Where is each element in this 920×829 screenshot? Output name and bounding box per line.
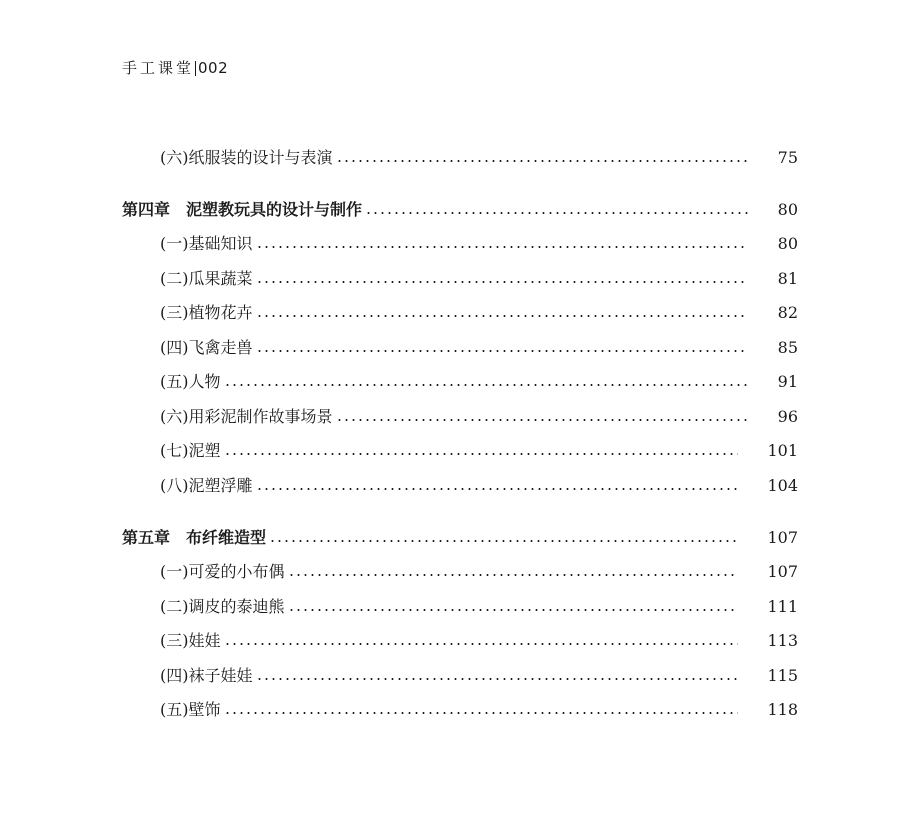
toc-entry-title: (四)袜子娃娃: [160, 666, 253, 685]
dot-leader: [256, 246, 749, 248]
toc-entry-page: 107: [767, 562, 798, 581]
dot-leader: [224, 453, 739, 455]
toc-entry[interactable]: [0, 264, 920, 294]
toc-entry-title: (五)壁饰: [160, 700, 221, 719]
dot-leader: [336, 419, 749, 421]
toc-entry[interactable]: [0, 229, 920, 259]
dot-leader: [256, 315, 749, 317]
dot-leader: [336, 160, 749, 162]
toc-entry-page: 107: [767, 528, 798, 547]
toc-entry[interactable]: [0, 143, 920, 173]
toc-entry-page: 104: [767, 476, 798, 495]
toc-entry-page: 91: [777, 372, 798, 391]
toc-entry[interactable]: [0, 557, 920, 587]
dot-leader: [224, 712, 739, 714]
toc-entry[interactable]: [0, 626, 920, 656]
toc-entry-page: 101: [767, 441, 798, 460]
toc-chapter-entry[interactable]: [0, 523, 920, 553]
page-number: 002: [198, 59, 229, 77]
dot-leader: [269, 540, 738, 542]
toc-entry-title: (七)泥塑: [160, 441, 221, 460]
toc-entry-page: 80: [777, 200, 798, 219]
dot-leader: [256, 488, 739, 490]
toc-entry[interactable]: [0, 436, 920, 466]
toc-entry-page: 80: [777, 234, 798, 253]
toc-entry-title: (四)飞禽走兽: [160, 338, 253, 357]
toc-entry[interactable]: [0, 592, 920, 622]
dot-leader: [288, 609, 739, 611]
toc-entry-page: 113: [767, 631, 798, 650]
toc-entry[interactable]: [0, 471, 920, 501]
toc-entry-title: (二)调皮的泰迪熊: [160, 597, 285, 616]
toc-entry-title: (八)泥塑浮雕: [160, 476, 253, 495]
dot-leader: [256, 350, 749, 352]
toc-entry[interactable]: [0, 402, 920, 432]
toc-entry-title: (六)纸服装的设计与表演: [160, 148, 333, 167]
toc-chapter-title: 第四章 泥塑教玩具的设计与制作: [122, 200, 363, 219]
toc-entry[interactable]: [0, 333, 920, 363]
toc-entry-page: 82: [777, 303, 798, 322]
toc-entry-title: (六)用彩泥制作故事场景: [160, 407, 333, 426]
toc-entry-title: (一)基础知识: [160, 234, 253, 253]
dot-leader: [224, 384, 749, 386]
toc-entry-title: (三)植物花卉: [160, 303, 253, 322]
toc-entry-page: 115: [767, 666, 798, 685]
dot-leader: [365, 212, 748, 214]
toc-entry[interactable]: [0, 661, 920, 691]
toc-entry[interactable]: [0, 695, 920, 725]
running-header: [122, 58, 228, 78]
toc-chapter-entry[interactable]: [0, 195, 920, 225]
toc-entry[interactable]: [0, 298, 920, 328]
toc-entry-page: 75: [777, 148, 798, 167]
toc-entry[interactable]: [0, 367, 920, 397]
toc-entry-title: (三)娃娃: [160, 631, 221, 650]
toc-entry-page: 111: [767, 597, 798, 616]
dot-leader: [224, 643, 739, 645]
toc-entry-page: 85: [777, 338, 798, 357]
toc-entry-page: 118: [767, 700, 798, 719]
toc-entry-page: 81: [777, 269, 798, 288]
toc-chapter-title: 第五章 布纤维造型: [122, 528, 267, 547]
toc-entry-title: (二)瓜果蔬菜: [160, 269, 253, 288]
toc-entry-page: 96: [777, 407, 798, 426]
dot-leader: [256, 281, 749, 283]
dot-leader: [256, 678, 739, 680]
toc-entry-title: (五)人物: [160, 372, 221, 391]
toc-entry-title: (一)可爱的小布偶: [160, 562, 285, 581]
book-title: 手工课堂: [122, 59, 195, 77]
dot-leader: [288, 574, 739, 576]
header-divider: [195, 61, 196, 76]
